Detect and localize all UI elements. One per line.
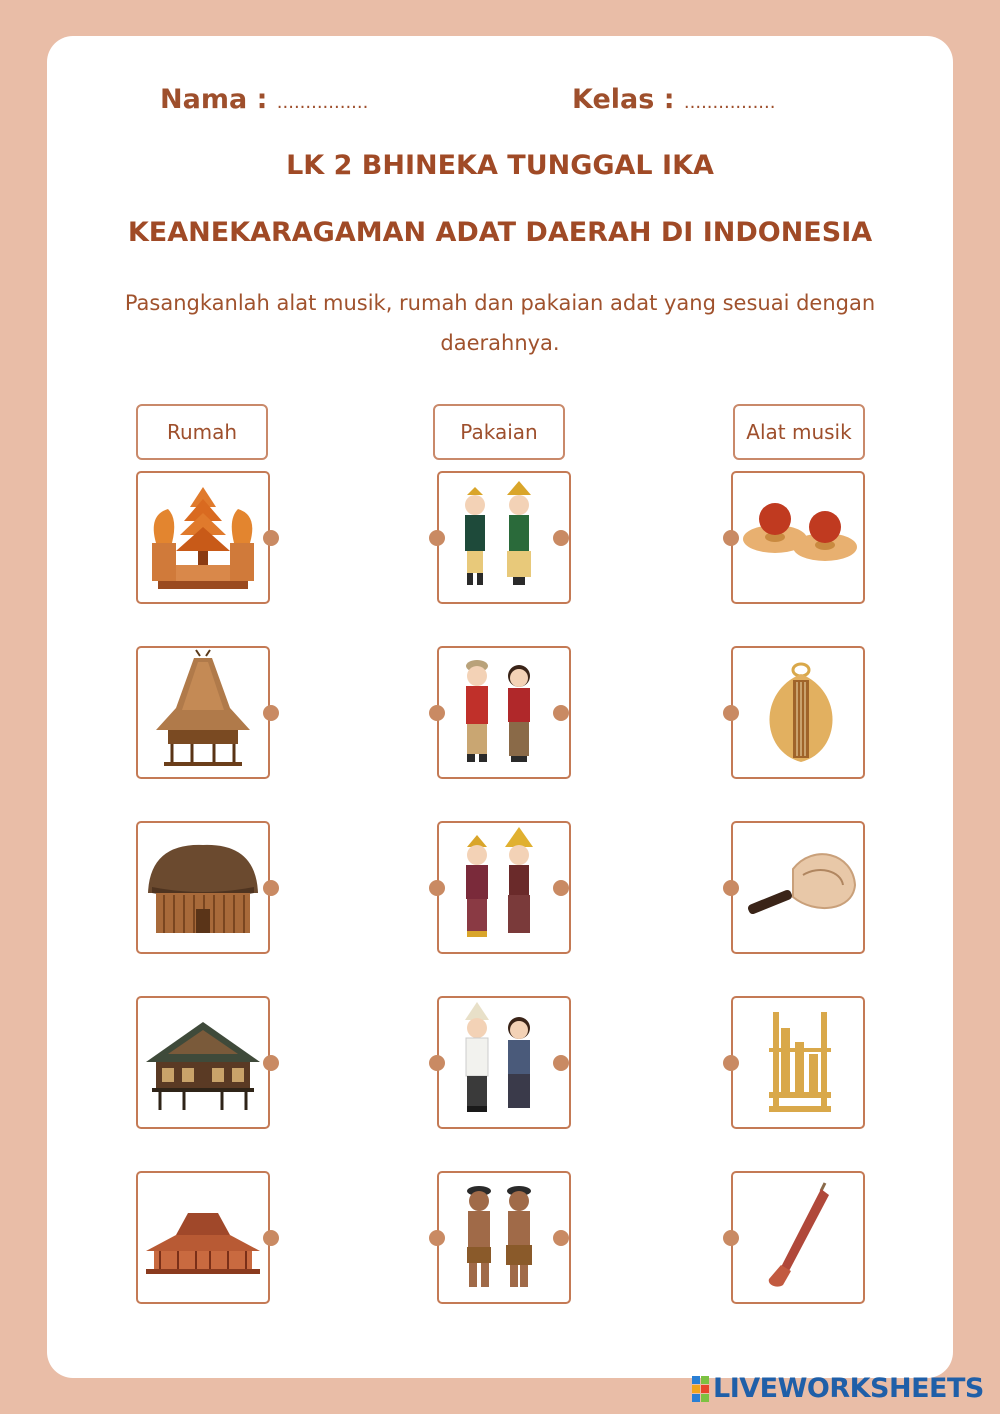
papua-couple-icon: [439, 1173, 559, 1302]
column-header-alat-musik: Alat musik: [733, 404, 865, 460]
match-dot[interactable]: [263, 530, 279, 546]
match-dot[interactable]: [723, 530, 739, 546]
match-dot[interactable]: [723, 1055, 739, 1071]
match-dot[interactable]: [723, 880, 739, 896]
worksheet-title: LK 2 BHINEKA TUNGGAL IKA: [286, 150, 714, 181]
honai-hut-icon: [138, 823, 268, 952]
match-dot[interactable]: [553, 1055, 569, 1071]
triton-shell-icon: [733, 823, 863, 952]
logo-mark-icon: [692, 1376, 709, 1402]
match-dot[interactable]: [429, 1055, 445, 1071]
pakaian-card-5[interactable]: [437, 1171, 571, 1304]
serunai-icon: [733, 1173, 863, 1302]
betawi-couple-icon: [439, 648, 559, 777]
match-dot[interactable]: [553, 705, 569, 721]
match-dot[interactable]: [723, 705, 739, 721]
bali-couple-icon: [439, 823, 559, 952]
name-label: Nama :: [160, 84, 268, 115]
liveworksheets-logo: [692, 1373, 984, 1404]
match-dot[interactable]: [263, 880, 279, 896]
joglo-house-icon: [138, 1173, 268, 1302]
rumoh-aceh-icon: [138, 998, 268, 1127]
class-label: Kelas :: [572, 84, 675, 115]
class-blank[interactable]: ................: [683, 92, 776, 113]
cymbals-icon: [733, 473, 863, 602]
pakaian-card-4[interactable]: [437, 996, 571, 1129]
angklung-icon: [733, 998, 863, 1127]
match-dot[interactable]: [429, 1230, 445, 1246]
pakaian-card-2[interactable]: [437, 646, 571, 779]
rumah-card-2[interactable]: [136, 646, 270, 779]
logo-text: LIVEWORKSHEETS: [713, 1373, 984, 1404]
instruction-line-2: daerahnya.: [440, 331, 560, 355]
match-dot[interactable]: [263, 1055, 279, 1071]
match-dot[interactable]: [553, 1230, 569, 1246]
sumba-thatched-house-icon: [138, 648, 268, 777]
match-dot[interactable]: [263, 1230, 279, 1246]
sasando-icon: [733, 648, 863, 777]
rumah-card-1[interactable]: [136, 471, 270, 604]
match-dot[interactable]: [263, 705, 279, 721]
match-dot[interactable]: [429, 880, 445, 896]
pakaian-card-3[interactable]: [437, 821, 571, 954]
column-header-pakaian: Pakaian: [433, 404, 565, 460]
alat-musik-card-2[interactable]: [731, 646, 865, 779]
name-blank[interactable]: ................: [276, 92, 369, 113]
alat-musik-card-3[interactable]: [731, 821, 865, 954]
rumah-card-4[interactable]: [136, 996, 270, 1129]
alat-musik-card-4[interactable]: [731, 996, 865, 1129]
alat-musik-card-5[interactable]: [731, 1171, 865, 1304]
rumah-card-3[interactable]: [136, 821, 270, 954]
match-dot[interactable]: [553, 530, 569, 546]
alat-musik-card-1[interactable]: [731, 471, 865, 604]
pakaian-card-1[interactable]: [437, 471, 571, 604]
worksheet-subtitle: KEANEKARAGAMAN ADAT DAERAH DI INDONESIA: [127, 217, 873, 248]
rumah-card-5[interactable]: [136, 1171, 270, 1304]
minang-couple-icon: [439, 473, 559, 602]
name-field[interactable]: [160, 84, 368, 115]
match-dot[interactable]: [429, 530, 445, 546]
sulawesi-couple-icon: [439, 998, 559, 1127]
class-field[interactable]: [572, 84, 775, 115]
match-dot[interactable]: [723, 1230, 739, 1246]
column-header-rumah: Rumah: [136, 404, 268, 460]
match-dot[interactable]: [553, 880, 569, 896]
bali-temple-icon: [138, 473, 268, 602]
match-dot[interactable]: [429, 705, 445, 721]
instruction-text: [90, 283, 910, 363]
instruction-line-1: Pasangkanlah alat musik, rumah dan pakaian adat yang sesuai dengan: [124, 291, 876, 315]
